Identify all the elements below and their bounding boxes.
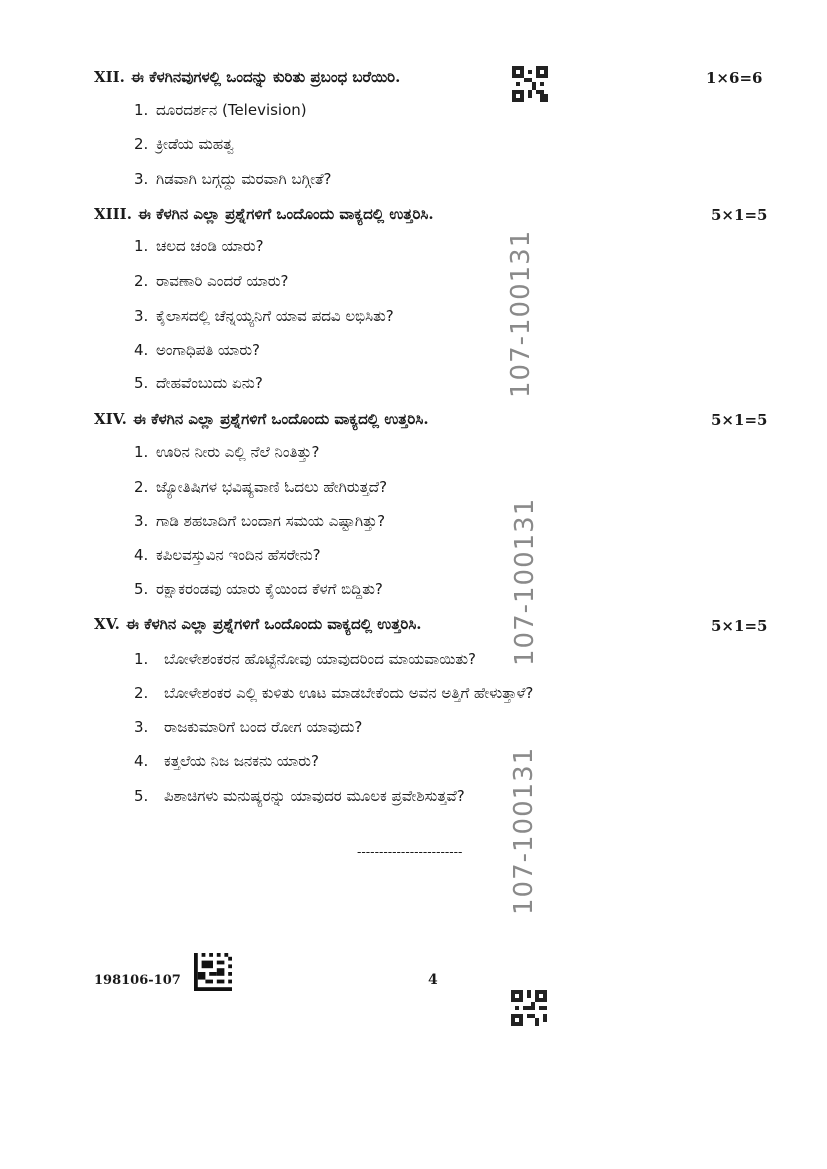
question-item: 3. ಕೈಲಾಸದಲ್ಲಿ ಚೆನ್ನಯ್ಯನಿಗೆ ಯಾವ ಪದವಿ ಲಭಿಸಿತು? xyxy=(134,307,394,325)
question-item: 3. ಗಿಡವಾಗಿ ಬಗ್ಗದ್ದು ಮರವಾಗಿ ಬಗ್ಗೀತೆ? xyxy=(134,170,332,188)
question-item: 2. ಜ್ಯೋತಿಷಿಗಳ ಭವಿಷ್ಯವಾಣಿ ಓದಲು ಹೇಗಿರುತ್ತದೆ? xyxy=(134,478,388,496)
question-item: 2. ಬೋಳೇಶಂಕರ ಎಲ್ಲಿ ಕುಳಿತು ಊಟ ಮಾಡಬೇಕೆಂದು ಅವನ ಅತ್ತಿಗೆ ಹೇಳುತ್ತಾಳೆ? xyxy=(134,684,534,702)
qr-code-icon xyxy=(511,990,547,1026)
section-xiii-marks: 5×1=5 xyxy=(711,206,768,224)
question-item: 1. ದೂರದರ್ಶನ (Television) xyxy=(134,101,307,119)
serial-stamp: 107-100131 xyxy=(506,229,536,398)
paper-code: 198106-107 xyxy=(94,973,181,988)
section-xiv-marks: 5×1=5 xyxy=(711,411,768,429)
section-number: XII. xyxy=(94,68,125,86)
section-title: ಈ ಕೆಳಗಿನ ಎಲ್ಲಾ ಪ್ರಶ್ನೆಗಳಿಗೆ ಒಂದೊಂದು ವಾಕ್ಯದಲ್ಲಿ ಉತ್ತರಿಸಿ. xyxy=(137,205,434,223)
datamatrix-code-icon xyxy=(193,953,233,991)
question-item: 5. ದೇಹವೆಂಬುದು ಏನು? xyxy=(134,374,263,392)
question-item: 3. ಗಾಡಿ ಶಹಬಾದಿಗೆ ಬಂದಾಗ ಸಮಯ ಎಷ್ಟಾಗಿತ್ತು? xyxy=(134,512,386,530)
qr-code-icon xyxy=(512,66,548,102)
question-item: 1. ಊರಿನ ನೀರು ಎಲ್ಲಿ ನೆಲೆ ನಿಂತಿತ್ತು? xyxy=(134,443,320,461)
page-number: 4 xyxy=(428,972,438,988)
section-title: ಈ ಕೆಳಗಿನ ಎಲ್ಲಾ ಪ್ರಶ್ನೆಗಳಿಗೆ ಒಂದೊಂದು ವಾಕ್ಯದಲ್ಲಿ ಉತ್ತರಿಸಿ. xyxy=(132,410,429,428)
question-item: 1. ಚಲದ ಚಂಡಿ ಯಾರು? xyxy=(134,237,264,255)
section-number: XV. xyxy=(94,615,120,633)
section-number: XIII. xyxy=(94,205,132,223)
end-of-paper-line: ------------------------ xyxy=(357,845,463,860)
question-item: 3. ರಾಜಕುಮಾರಿಗೆ ಬಂದ ರೋಗ ಯಾವುದು? xyxy=(134,718,363,736)
serial-stamp: 107-100131 xyxy=(510,497,540,666)
question-item: 1. ಬೋಳೇಶಂಕರನ ಹೊಟ್ಟೆನೋವು ಯಾವುದರಿಂದ ಮಾಯವಾಯಿತು? xyxy=(134,650,476,668)
serial-stamp: 107-100131 xyxy=(509,746,539,915)
section-title: ಈ ಕೆಳಗಿನ ಎಲ್ಲಾ ಪ್ರಶ್ನೆಗಳಿಗೆ ಒಂದೊಂದು ವಾಕ್ಯದಲ್ಲಿ ಉತ್ತರಿಸಿ. xyxy=(125,615,422,633)
section-xii-marks: 1×6=6 xyxy=(706,69,763,87)
section-xv-marks: 5×1=5 xyxy=(711,617,768,635)
question-item: 2. ರಾವಣಾರಿ ಎಂದರೆ ಯಾರು? xyxy=(134,272,289,290)
section-xiii-heading xyxy=(94,205,434,223)
question-item: 5. ರಕ್ಷಾಕರಂಡವು ಯಾರು ಕೈಯಿಂದ ಕೆಳಗೆ ಬಿದ್ದಿತು? xyxy=(134,580,383,598)
question-item: 2. ಕ್ರೀಡೆಯ ಮಹತ್ವ xyxy=(134,135,234,153)
section-xii-heading xyxy=(94,68,400,86)
section-title: ಈ ಕೆಳಗಿನವುಗಳಲ್ಲಿ ಒಂದನ್ನು ಕುರಿತು ಪ್ರಬಂಧ ಬರೆಯಿರಿ. xyxy=(130,68,401,86)
section-xiv-heading xyxy=(94,410,429,428)
question-item: 5. ಪಿಶಾಚಿಗಳು ಮನುಷ್ಯರನ್ನು ಯಾವುದರ ಮೂಲಕ ಪ್ರವೇಶಿಸುತ್ತವೆ? xyxy=(134,787,465,805)
question-item: 4. ಕತ್ತಲೆಯ ನಿಜ ಜನಕನು ಯಾರು? xyxy=(134,752,319,770)
section-xv-heading xyxy=(94,615,422,633)
question-item: 4. ಅಂಗಾಧಿಪತಿ ಯಾರು? xyxy=(134,341,260,359)
question-item: 4. ಕಪಿಲವಸ್ತುವಿನ ಇಂದಿನ ಹೆಸರೇನು? xyxy=(134,546,321,564)
section-number: XIV. xyxy=(94,410,127,428)
